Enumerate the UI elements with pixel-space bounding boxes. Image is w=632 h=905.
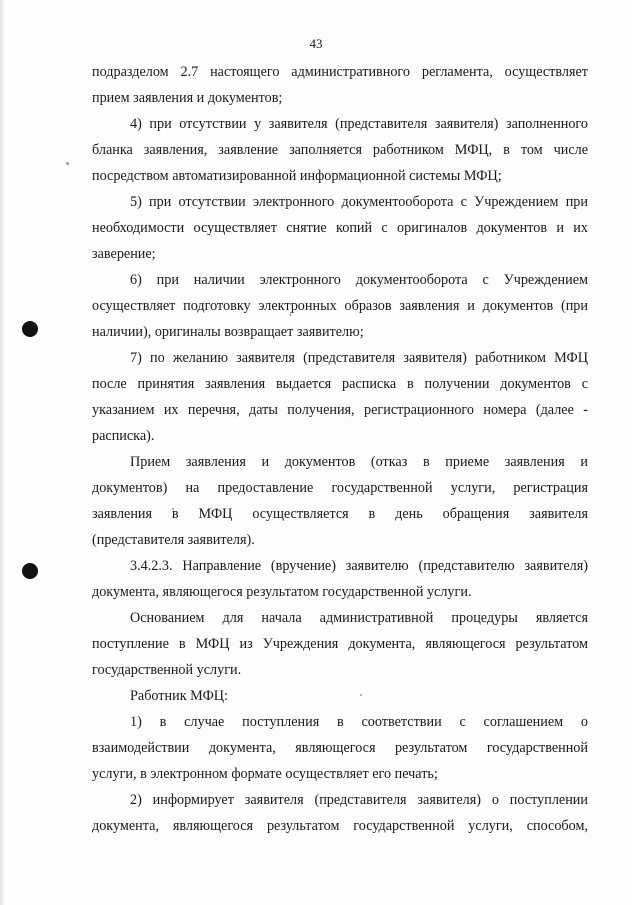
text-line: наличии), оригиналы возвращает заявителю; xyxy=(92,324,364,340)
text-line: бланка заявления, заявление заполняется работником МФЦ, в том числе xyxy=(92,142,588,158)
text-line: Работник МФЦ: xyxy=(130,688,228,704)
text-line: после принятия заявления выдается расписка в получении документов с xyxy=(92,376,588,392)
text-line: осуществляет подготовку электронных образов заявления и документов (при xyxy=(92,298,588,314)
text-line: прием заявления и документов; xyxy=(92,90,283,106)
text-line: подразделом 2.7 настоящего административного регламента, осуществляет xyxy=(92,64,588,80)
text-line: указанием их перечня, даты получения, регистрационного номера (далее - xyxy=(92,402,588,418)
text-line: 3.4.2.3. Направление (вручение) заявителю (представителю заявителя) xyxy=(130,558,588,574)
punch-hole-bottom xyxy=(22,563,38,579)
text-line: государственной услуги. xyxy=(92,662,242,678)
text-line: услуги, в электронном формате осуществляет его печать; xyxy=(92,766,438,782)
text-line: заверение; xyxy=(92,246,156,262)
text-line: 7) по желанию заявителя (представителя заявителя) работником МФЦ xyxy=(130,350,588,366)
text-line: расписка). xyxy=(92,428,155,444)
text-line: документа, являющегося результатом государственной услуги. xyxy=(92,584,472,600)
text-line: 6) при наличии электронного документооборота с Учреждением xyxy=(130,272,588,288)
scan-edge-shadow xyxy=(0,0,5,905)
text-line: необходимости осуществляет снятие копий с оригиналов документов и их xyxy=(92,220,588,236)
text-line: посредством автоматизированной информационной системы МФЦ; xyxy=(92,168,502,184)
text-line: документа, являющегося результатом государственной услуги, способом, xyxy=(92,818,588,834)
page-number: 43 xyxy=(309,36,323,51)
punch-hole-top xyxy=(22,321,38,337)
scan-speck xyxy=(66,162,69,165)
text-line: 4) при отсутствии у заявителя (представителя заявителя) заполненного xyxy=(130,116,588,132)
text-line: Основанием для начала административной процедуры является xyxy=(130,610,588,626)
text-line: взаимодействии документа, являющегося результатом государственной xyxy=(92,740,588,756)
text-line: 2) информирует заявителя (представителя заявителя) о поступлении xyxy=(130,792,588,808)
text-line: документов) на предоставление государственной услуги, регистрация xyxy=(92,480,588,496)
text-line: заявления в МФЦ осуществляется в день обращения заявителя xyxy=(92,506,588,522)
text-line: 5) при отсутствии электронного документооборота с Учреждением при xyxy=(130,194,588,210)
text-line: 1) в случае поступления в соответствии с соглашением о xyxy=(130,714,588,730)
text-line: (представителя заявителя). xyxy=(92,532,255,548)
document-body xyxy=(92,59,588,839)
text-line: поступление в МФЦ из Учреждения документа, являющегося результатом xyxy=(92,636,588,652)
text-line: Прием заявления и документов (отказ в приеме заявления и xyxy=(130,454,588,470)
